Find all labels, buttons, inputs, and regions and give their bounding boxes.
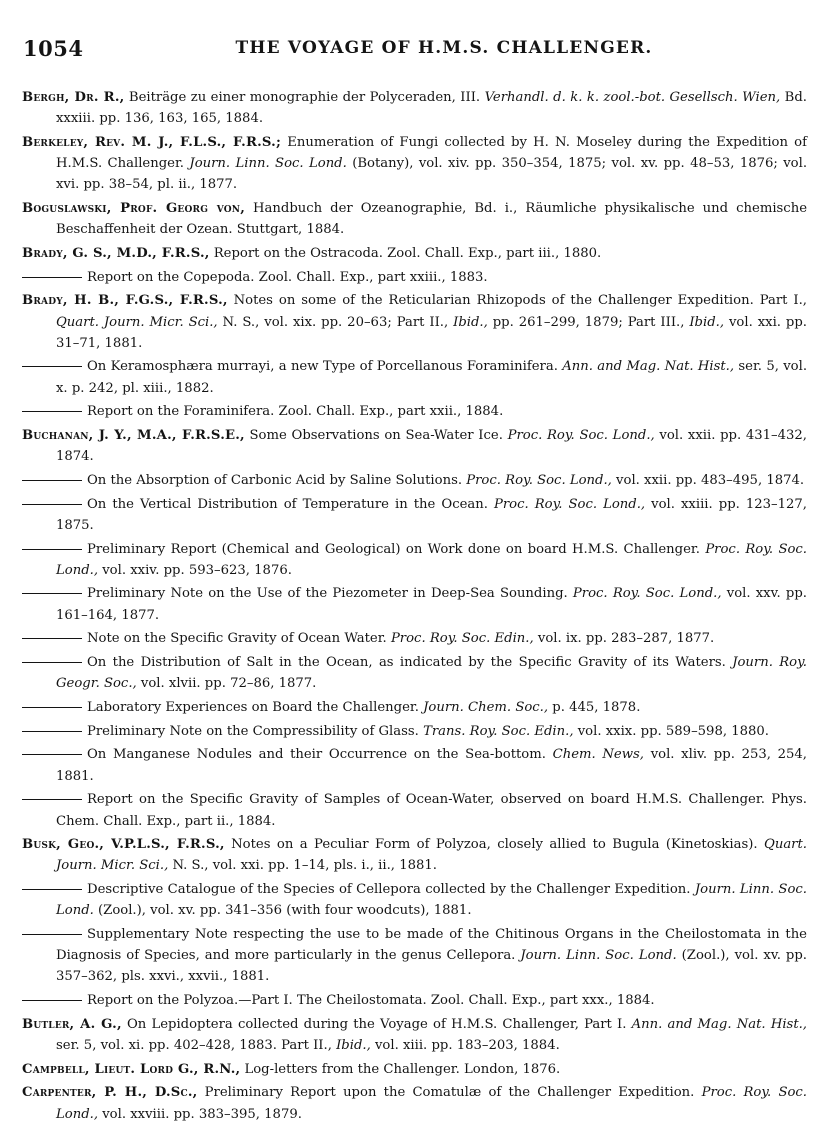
- bibliography-entry: [22, 1014, 807, 1056]
- journal-title: Proc. Roy. Soc. Lond.,: [466, 472, 612, 488]
- entry-text: Supplementary Note respecting the use to be made of the Chitinous Organs in the Cheilostomata in the Diagnosis of Species, and more particularly in the genus Cellepora.: [56, 927, 807, 964]
- entry-text: vol. xxii. pp. 431–432, 1874.: [56, 428, 807, 465]
- journal-title: Journ. Chem. Soc.,: [423, 699, 549, 715]
- entry-text: N. S., vol. xix. pp. 20–63; Part II.,: [217, 314, 454, 330]
- bibliography-entry: [22, 924, 807, 988]
- ditto-dash: [22, 638, 82, 639]
- bibliography-entry: [22, 652, 807, 694]
- entry-text: Handbuch der Ozeanographie, Bd. i., Räumliche physikalische und chemische Beschaffenheit der Ozean. Stuttgart, 1884.: [56, 201, 807, 238]
- entry-author: Boguslawski, Prof. Georg von,: [22, 201, 245, 217]
- journal-title: Ibid.,: [453, 314, 488, 330]
- bibliography-entry: [22, 539, 807, 581]
- journal-title: Journ. Linn. Soc. Lond.: [189, 156, 347, 172]
- bibliography-entry: [22, 990, 807, 1011]
- bibliography-entry: [22, 744, 807, 786]
- entry-text: On Keramosphæra murrayi, a new Type of Porcellanous Foraminifera.: [87, 359, 563, 375]
- journal-title: Quart. Journ. Micr. Sci.,: [56, 314, 218, 330]
- entry-text: vol. xlvii. pp. 72–86, 1877.: [136, 676, 317, 692]
- entry-text: Notes on a Peculiar Form of Polyzoa, closely allied to Bugula (Kinetoskias).: [224, 837, 765, 853]
- journal-title: Ann. and Mag. Nat. Hist.,: [562, 359, 735, 375]
- journal-title: Proc. Roy. Soc. Lond.,: [56, 541, 807, 578]
- entry-author: Campbell, Lieut. Lord G., R.N.,: [22, 1061, 241, 1077]
- entry-text: Beiträge zu einer monographie der Polyceraden, III.: [124, 90, 485, 105]
- bibliography-entry: [22, 583, 807, 625]
- ditto-dash: [22, 480, 82, 481]
- bibliography-entry: [22, 879, 807, 921]
- ditto-dash: [22, 799, 82, 800]
- entry-text: Report on the Polyzoa.—Part I. The Cheilostomata. Zool. Chall. Exp., part xxx., 1884.: [87, 993, 655, 1009]
- bibliography-entry: [22, 789, 807, 831]
- entry-text: (Zool.), vol. xv. pp. 357–362, pls. xxvi., xxvii., 1881.: [56, 948, 807, 985]
- journal-title: Ibid.,: [336, 1038, 371, 1054]
- entry-text: (Zool.), vol. xv. pp. 341–356 (with four woodcuts), 1881.: [93, 903, 472, 919]
- entry-text: Log-letters from the Challenger. London, 1876.: [240, 1061, 561, 1077]
- entry-text: On the Vertical Distribution of Temperature in the Ocean.: [87, 496, 494, 512]
- bibliography-entry: [22, 1082, 807, 1124]
- ditto-dash: [22, 662, 82, 663]
- entry-text: Preliminary Report upon the Comatulæ of the Challenger Expedition.: [197, 1085, 702, 1101]
- entry-text: On Lepidoptera collected during the Voyage of H.M.S. Challenger, Part I.: [121, 1016, 632, 1032]
- bibliography-entry: [22, 494, 807, 536]
- journal-title: Ibid.,: [689, 314, 725, 330]
- entry-text: vol. xliv. pp. 253, 254, 1881.: [56, 747, 807, 784]
- bibliography-entry: [22, 425, 807, 467]
- bibliography-entry: [22, 401, 807, 422]
- entry-text: vol. xxiv. pp. 593–623, 1876.: [98, 562, 292, 578]
- entry-text: Report on the Specific Gravity of Samples of Ocean-Water, observed on board H.M.S. Challenger. Phys. Chem. Chall. Exp., part ii., 1884.: [56, 792, 807, 829]
- entry-text: vol. xxv. pp. 161–164, 1877.: [56, 586, 807, 623]
- entry-text: Report on the Foraminifera. Zool. Chall. Exp., part xxii., 1884.: [87, 404, 504, 420]
- entry-text: vol. xxi. pp. 31–71, 1881.: [56, 314, 807, 351]
- ditto-dash: [22, 1000, 82, 1001]
- entry-text: pp. 261–299, 1879; Part III.,: [487, 314, 690, 330]
- entry-author: Busk, Geo., V.P.L.S., F.R.S.,: [22, 837, 225, 853]
- entry-text: Enumeration of Fungi collected by H. N. Moseley during the Expedition of H.M.S. Challenger.: [56, 134, 807, 172]
- ditto-dash: [22, 934, 82, 935]
- ditto-dash: [22, 731, 82, 732]
- bibliography-entry: [22, 87, 807, 129]
- entry-text: vol. xxviii. pp. 383–395, 1879.: [98, 1106, 302, 1122]
- bibliography-entry: [22, 290, 807, 354]
- entry-author: Buchanan, J. Y., M.A., F.R.S.E.,: [22, 428, 245, 444]
- ditto-dash: [22, 411, 82, 412]
- ditto-dash: [22, 707, 82, 708]
- journal-title: Proc. Roy. Soc. Lond.,: [56, 1085, 808, 1122]
- entry-text: On Manganese Nodules and their Occurrence on the Sea-bottom.: [87, 747, 553, 763]
- journal-title: Chem. News,: [552, 747, 644, 763]
- journal-title: Proc. Roy. Soc. Edin.,: [390, 631, 534, 647]
- entry-author: Bergh, Dr. R.,: [22, 90, 125, 105]
- ditto-dash: [22, 889, 82, 890]
- entry-text: Bd. xxxiii. pp. 136, 163, 165, 1884.: [56, 90, 807, 127]
- entry-text: Notes on some of the Reticularian Rhizopods of the Challenger Expedition. Part I.,: [227, 293, 807, 309]
- entry-text: Report on the Copepoda. Zool. Chall. Exp., part xxiii., 1883.: [87, 269, 488, 285]
- ditto-dash: [22, 277, 82, 278]
- entry-text: Descriptive Catalogue of the Species of Cellepora collected by the Challenger Expedition.: [87, 882, 695, 898]
- journal-title: Verhandl. d. k. k. zool.-bot. Gesellsch. Wien,: [484, 90, 781, 105]
- bibliography-entry: [22, 198, 807, 240]
- entry-author: Brady, G. S., M.D., F.R.S.,: [22, 245, 210, 261]
- bibliography-entry: [22, 356, 807, 398]
- journal-title: Journ. Linn. Soc. Lond.: [56, 882, 807, 919]
- bibliography-entry: [22, 132, 807, 196]
- journal-title: Journ. Linn. Soc. Lond.: [520, 948, 677, 964]
- entry-text: p. 445, 1878.: [548, 699, 641, 715]
- bibliography-entry: [22, 628, 807, 649]
- entry-author: Butler, A. G.,: [22, 1016, 122, 1032]
- bibliography-entry: [22, 721, 807, 742]
- journal-title: Quart. Journ. Micr. Sci.,: [56, 837, 807, 874]
- entry-text: On the Distribution of Salt in the Ocean, as indicated by the Specific Gravity of its Waters.: [87, 655, 733, 671]
- entry-author: Carpenter, P. H., D.Sc.,: [22, 1085, 198, 1101]
- ditto-dash: [22, 593, 82, 594]
- entry-text: ser. 5, vol. xi. pp. 402–428, 1883. Part II.,: [56, 1038, 337, 1054]
- journal-title: Proc. Roy. Soc. Lond.,: [572, 586, 722, 602]
- page-number: 1054: [23, 36, 84, 61]
- bibliography-list: [22, 87, 807, 1127]
- entry-text: Preliminary Report (Chemical and Geological) on Work done on board H.M.S. Challenger.: [87, 541, 706, 557]
- ditto-dash: [22, 504, 82, 505]
- journal-title: Trans. Roy. Soc. Edin.,: [423, 723, 574, 739]
- entry-text: (Botany), vol. xiv. pp. 350–354, 1875; vol. xv. pp. 48–53, 1876; vol. xvi. pp. 38–54, pl. ii., 1877.: [56, 156, 808, 193]
- running-title: THE VOYAGE OF H.M.S. CHALLENGER.: [235, 38, 653, 58]
- journal-title: Proc. Roy. Soc. Lond.,: [507, 428, 655, 444]
- entry-text: Some Observations on Sea-Water Ice.: [244, 428, 508, 444]
- journal-title: Journ. Roy. Geogr. Soc.,: [56, 655, 807, 692]
- bibliography-entry: [22, 243, 807, 264]
- ditto-dash: [22, 549, 82, 550]
- bibliography-entry: [22, 697, 807, 718]
- entry-author: Brady, H. B., F.G.S., F.R.S.,: [22, 293, 228, 309]
- entry-text: N. S., vol. xxi. pp. 1–14, pls. i., ii., 1881.: [168, 858, 437, 874]
- entry-text: vol. xxii. pp. 483–495, 1874.: [611, 472, 805, 488]
- entry-text: Preliminary Note on the Compressibility of Glass.: [87, 723, 424, 739]
- entry-text: ser. 5, vol. x. p. 242, pl. xiii., 1882.: [56, 359, 808, 396]
- entry-text: vol. ix. pp. 283–287, 1877.: [533, 631, 715, 647]
- bibliography-entry: [22, 470, 807, 491]
- entry-text: Preliminary Note on the Use of the Piezometer in Deep-Sea Sounding.: [87, 586, 573, 602]
- journal-title: Proc. Roy. Soc. Lond.,: [493, 496, 646, 512]
- entry-text: vol. xxix. pp. 589–598, 1880.: [573, 723, 769, 739]
- entry-text: vol. xxiii. pp. 123–127, 1875.: [56, 496, 807, 533]
- entry-text: Report on the Ostracoda. Zool. Chall. Exp., part iii., 1880.: [209, 245, 602, 261]
- entry-text: vol. xiii. pp. 183–203, 1884.: [370, 1038, 560, 1054]
- entry-text: Laboratory Experiences on Board the Challenger.: [87, 699, 424, 715]
- bibliography-entry: [22, 1059, 807, 1080]
- page-header: [23, 36, 805, 66]
- entry-text: On the Absorption of Carbonic Acid by Saline Solutions.: [87, 472, 467, 488]
- bibliography-entry: [22, 834, 807, 876]
- journal-title: Ann. and Mag. Nat. Hist.,: [631, 1016, 807, 1032]
- bibliography-entry: [22, 267, 807, 288]
- entry-text: Note on the Specific Gravity of Ocean Water.: [87, 631, 391, 647]
- ditto-dash: [22, 754, 82, 755]
- entry-author: Berkeley, Rev. M. J., F.L.S., F.R.S.;: [22, 134, 282, 150]
- ditto-dash: [22, 366, 82, 367]
